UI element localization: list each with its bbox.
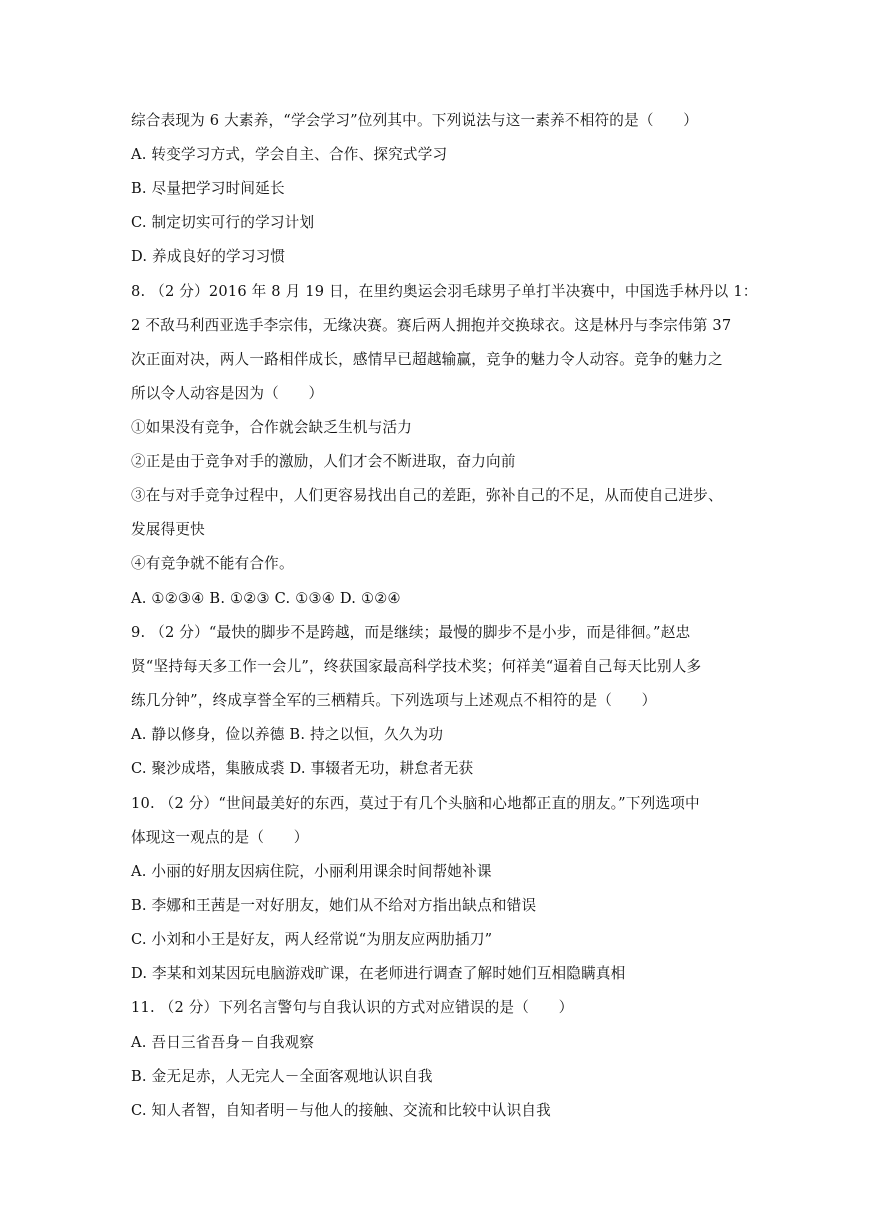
question-10-stem-line-2: 体现这一观点的是（ ）: [131, 829, 309, 846]
question-8-statement-1: ①如果没有竞争，合作就会缺乏生机与活力: [131, 419, 413, 436]
question-11-option-a: A. 吾日三省吾身－自我观察: [131, 1034, 315, 1051]
question-9-stem-line-3: 练几分钟”，终成享誉全军的三栖精兵。下列选项与上述观点不相符的是（ ）: [131, 692, 657, 709]
question-11-option-c: C. 知人者智，自知者明－与他人的接触、交流和比较中认识自我: [131, 1102, 551, 1119]
question-7-option-c: C. 制定切实可行的学习计划: [131, 214, 315, 231]
question-7-option-a: A. 转变学习方式，学会自主、合作、探究式学习: [131, 146, 448, 163]
question-10-option-c: C. 小刘和小王是好友，两人经常说“为朋友应两肋插刀”: [131, 931, 493, 948]
question-8-stem-line-2: 2 不敌马利西亚选手李宗伟，无缘决赛。赛后两人拥抱并交换球衣。这是林丹与李宗伟第 37: [131, 317, 732, 334]
question-8-options: A. ①②③④ B. ①②③ C. ①③④ D. ①②④: [131, 590, 401, 607]
question-9-stem-line-1: 9. （2 分）“最快的脚步不是跨越，而是继续；最慢的脚步不是小步，而是徘徊。”赵忠: [131, 624, 691, 641]
question-7-option-d: D. 养成良好的学习习惯: [131, 248, 286, 265]
question-7-stem: 综合表现为 6 大素养，“学会学习”位列其中。下列说法与这一素养不相符的是（ ）: [131, 112, 699, 129]
question-8-stem-line-3: 次正面对决，两人一路相伴成长，感情早已超越输赢，竞争的魅力令人动容。竞争的魅力之: [131, 351, 723, 368]
question-8-statement-3-cont: 发展得更快: [131, 521, 205, 538]
question-7-option-b: B. 尽量把学习时间延长: [131, 180, 285, 197]
question-10-option-d: D. 李某和刘某因玩电脑游戏旷课，在老师进行调查了解时她们互相隐瞒真相: [131, 965, 626, 982]
question-8-statement-3: ③在与对手竞争过程中，人们更容易找出自己的差距，弥补自己的不足，从而使自己进步、: [131, 487, 723, 504]
question-8-stem-line-1: 8. （2 分）2016 年 8 月 19 日，在里约奥运会羽毛球男子单打半决赛中，中国选手林丹以 1：: [131, 283, 758, 300]
question-9-options-row-1: A. 静以修身，俭以养德 B. 持之以恒，久久为功: [131, 726, 444, 743]
question-10-stem-line-1: 10. （2 分）“世间最美好的东西，莫过于有几个头脑和心地都正直的朋友。”下列选项中: [131, 795, 700, 812]
question-8-statement-4: ④有竞争就不能有合作。: [131, 555, 294, 572]
question-8-statement-2: ②正是由于竞争对手的激励，人们才会不断进取，奋力向前: [131, 453, 516, 470]
question-11-option-b: B. 金无足赤，人无完人－全面客观地认识自我: [131, 1068, 433, 1085]
question-10-option-b: B. 李娜和王茜是一对好朋友，她们从不给对方指出缺点和错误: [131, 897, 537, 914]
question-8-stem-line-4: 所以令人动容是因为（ ）: [131, 385, 324, 402]
question-9-stem-line-2: 贤“坚持每天多工作一会儿”，终获国家最高科学技术奖；何祥美“逼着自己每天比别人多: [131, 658, 702, 675]
question-9-options-row-2: C. 聚沙成塔，集腋成裘 D. 事辍者无功，耕怠者无获: [131, 760, 474, 777]
question-10-option-a: A. 小丽的好朋友因病住院，小丽利用课余时间帮她补课: [131, 863, 492, 880]
question-11-stem: 11. （2 分）下列名言警句与自我认识的方式对应错误的是（ ）: [131, 999, 574, 1016]
